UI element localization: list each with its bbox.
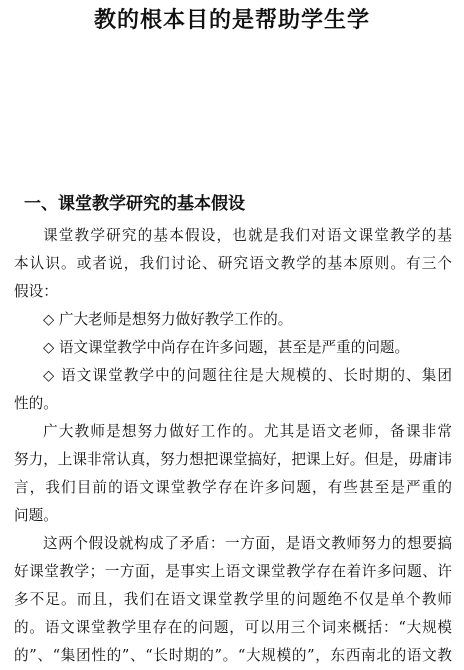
text-line: ◇ 广大老师是想努力做好教学工作的。 <box>43 311 293 328</box>
text-line: 课堂教学研究的基本假设，也就是我们对语文课堂教学的基 <box>43 227 452 244</box>
bullet-assumption-2 <box>14 334 452 362</box>
text-line: 假设： <box>14 283 58 300</box>
bullet-assumption-1 <box>14 306 452 334</box>
text-line: 努力，上课非常认真，努力想把课堂搞好，把课上好。但是，毋庸讳 <box>14 451 452 468</box>
text-line: 本认识。或者说，我们讨论、研究语文教学的基本原则。有三个 <box>14 255 452 272</box>
text-line: 广大教师是想努力做好工作的。尤其是语文老师，备课非常 <box>43 423 452 440</box>
text-line: 性的。 <box>14 395 58 412</box>
text-line: 言，我们目前的语文课堂教学存在许多问题，有些甚至是严重的 <box>14 479 452 496</box>
text-line: 这两个假设就构成了矛盾：一方面，是语文教师努力的想要搞 <box>43 535 452 552</box>
text-line: 多不足。而且，我们在语文课堂教学里的问题绝不仅是单个教师 <box>14 591 452 608</box>
paragraph-teachers-effort <box>14 418 452 530</box>
text-line: 问题。 <box>14 507 58 524</box>
body-text <box>14 222 452 670</box>
bullet-assumption-3 <box>14 362 452 418</box>
text-line: 好课堂教学；一方面，是事实上语文课堂教学存在着许多问题、许 <box>14 563 452 580</box>
text-line: 的”、“集团性的”、“长时期的”。“大规模的”，东西南北的语文教 <box>14 647 452 664</box>
text-line: ◇ 语文课堂教学中的问题往往是大规模的、长时期的、集团 <box>43 367 452 384</box>
paragraph-basic-assumption <box>14 222 452 306</box>
text-line: ◇ 语文课堂教学中尚存在许多问题，甚至是严重的问题。 <box>43 339 410 356</box>
section-heading: 一、课堂教学研究的基本假设 <box>24 194 245 214</box>
page-title: 教的根本目的是帮助学生学 <box>93 8 370 33</box>
text-line: 的。语文课堂教学里存在的问题，可以用三个词来概括：“大规模 <box>14 619 452 636</box>
paragraph-contradiction <box>14 530 452 670</box>
